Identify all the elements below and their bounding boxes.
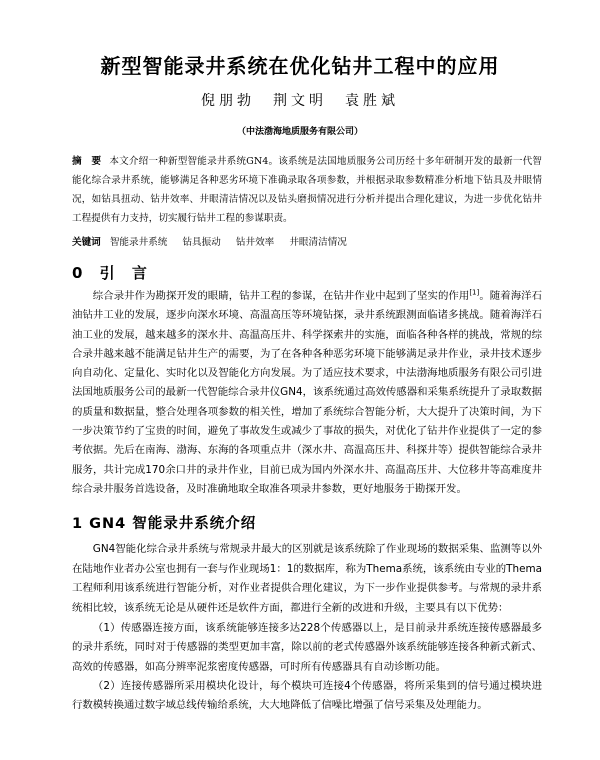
keywords [72, 236, 542, 250]
intro-text-part1: 综合录井作为勘探开发的眼睛，钻井工程的参谋，在钻井作业中起到了坚实的作用 [92, 290, 470, 302]
gn4-item-1: （1）传感器连接方面，该系统能够连接多达228个传感器以上，是目前录井系统连接传感器最多的录井系统，同时对于传感器的类型更加丰富，除以前的老式传感器外该系统能够连接各种新式新式、高效的传感器，如高分辨率泥浆密度传感器，可时所有传感器具有自动诊断功能。 [72, 622, 542, 673]
citation-ref: [1] [469, 288, 480, 297]
keyword: 井眼清洁情况 [289, 237, 347, 248]
intro-paragraph [72, 287, 542, 499]
abstract-label: 摘 要 [72, 156, 102, 167]
author-list: 倪朋勃 荆文明 袁胜斌 [201, 93, 399, 109]
intro-text-part2: 。随着海洋石油钻井工业的发展，逐步向深水环境、高温高压等环境钻探，录井系统跟测面临诸多挑战。随着海洋石油工业的发展，越来越多的深水井、高温高压井、科学探索井的实施，面临各种各样的挑战，常规的综合录井越来越不能满足钻井生产的需要，为了在各种各种恶劣环境下能够满足录井作业，录井技术逐步向自动化、定量化、实时化以及智能化方向发展。为了适应技术要求，中法渤海地质服务有限公司引进法国地质服务公司的最新一代智能综合录井仪GN4，该系统通过高效传感器和采集系统提升了录取数据的质量和数据量，整合处理各项参数的相关性，增加了系统综合智能分析，大大提升了决策时间，为下一步决策节约了宝贵的时间，避免了事故发生或减少了事故的损失，对优化了钻井作业提供了一定的参考依据。先后在南海、渤海、东海的各项重点井（深水井、高温高压井、科探井等）提供智能综合录井服务，共计完成170余口井的录井作业，目前已成为国内外深水井、高温高压井、大位移井等高难度井综合录井服务首选设备，及时准确地取全取准各项录井参数，更好地服务于勘探开发。 [72, 290, 543, 495]
abstract [72, 152, 542, 228]
affiliation: （中法渤海地质服务有限公司） [236, 127, 363, 137]
section-heading-intro: 0 引 言 [72, 264, 153, 282]
keywords-label: 关键词 [72, 237, 101, 248]
keyword: 智能录井系统 [109, 237, 168, 248]
section-heading-gn4: 1 GN4 智能录井系统介绍 [72, 516, 257, 532]
keyword: 钻井效率 [235, 237, 275, 248]
keyword: 钻具振动 [182, 237, 221, 248]
abstract-text: 本文介绍一种新型智能录井系统GN4。该系统是法国地质服务公司历经十多年研制开发的最新一代智能化综合录井系统，能够满足各种恶劣环境下准确录取各项参数，并根据录取参数精准分析地下钻具及井眼情况，如钻具扭动、钻井效率、井眼清洁情况以及钻头磨损情况进行分析并提出合理化建议，为进一步优化钻井工程提供有力支持，切实履行钻井工程的参谋职责。 [72, 156, 542, 224]
gn4-paragraph: GN4智能化综合录井系统与常规录井最大的区别就是该系统除了作业现场的数据采集、监测等以外在陆地作业者办公室也拥有一套与作业现场1：1的数据库，称为Thema系统，该系统由专业的Thema工程师利用该系统进行智能分析，对作业者提供合理化建议，为下一步作业提供参考。与常规的录井系统相比较，该系统无论是从硬件还是软件方面，都进行全新的改进和升级，主要具有以下优势： [72, 543, 542, 614]
gn4-item-2: （2）连接传感器所采用模块化设计，每个模块可连接4个传感器，将所采集到的信号通过模块进行数模转换通过数字域总线传输给系统，大大地降低了信噪比增强了信号采集及处理能力。 [72, 680, 542, 712]
paper-title: 新型智能录井系统在优化钻井工程中的应用 [100, 54, 500, 78]
